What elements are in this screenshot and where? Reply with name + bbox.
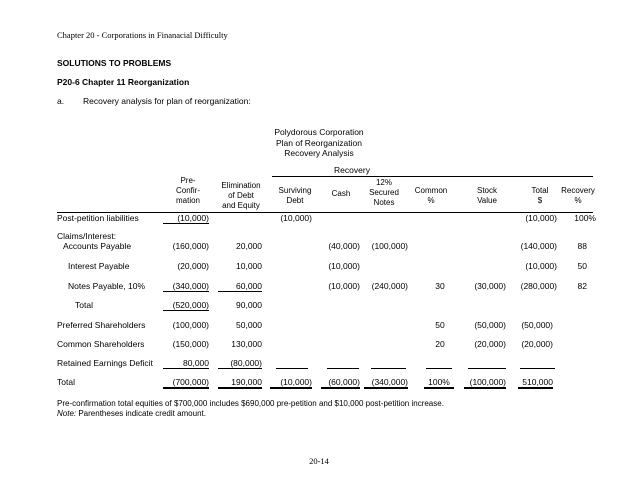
row-label-total-claims: Total (75, 300, 93, 310)
note-parentheses (57, 409, 206, 418)
cell-stock: (30,000) (474, 281, 506, 291)
cell-sec: (100,000) (371, 241, 408, 251)
cell-pre: (10,000) (163, 213, 209, 224)
blank-rule-total (520, 368, 555, 369)
cell-common: 50 (435, 320, 445, 330)
col-recovery-pct: Recovery % (561, 186, 595, 205)
cell-surv: (10,000) (270, 377, 312, 389)
row-label-post-petition: Post-petition liabilities (57, 213, 139, 223)
note-pre-confirmation: Pre-confirmation total equities of $700,000 includes $690,000 pre-petition and $10,000 post-petition increase. (57, 399, 444, 408)
blank-rule-cash (327, 368, 359, 369)
col-total: Total $ (531, 186, 549, 205)
col-elimination: Elimination of Debt and Equity (221, 181, 261, 210)
cell-total: 510,000 (518, 377, 553, 389)
row-label-common: Common Shareholders (57, 339, 145, 349)
note-text: Parentheses indicate credit amount. (76, 409, 206, 418)
cell-total: (280,000) (520, 281, 557, 291)
cell-common: 100% (424, 377, 454, 389)
blank-rule-sec (371, 368, 406, 369)
recovery-group-label: Recovery (334, 165, 370, 175)
cell-stock: (100,000) (464, 377, 506, 389)
cell-rec: 100% (574, 213, 596, 223)
chapter-header: Chapter 20 - Corporations in Finanacial Difficulty (57, 30, 228, 40)
cell-pre: (150,000) (172, 339, 209, 349)
row-label-preferred: Preferred Shareholders (57, 320, 146, 330)
col-pre-confirmation: Pre- Confir- mation (175, 176, 200, 205)
row-label-accounts-payable: Accounts Payable (63, 241, 132, 251)
cell-total: (10,000) (525, 213, 557, 223)
cell-pre: 80,000 (163, 358, 209, 369)
recovery-group-rule (272, 176, 593, 177)
cell-elim: 90,000 (236, 300, 262, 310)
cell-total: (20,000) (521, 339, 553, 349)
col-cash: Cash (331, 189, 351, 198)
cell-elim: 10,000 (236, 261, 262, 271)
cell-pre: (160,000) (172, 241, 209, 251)
row-label-notes-payable: Notes Payable, 10% (68, 281, 146, 291)
cell-sec: (340,000) (364, 377, 408, 389)
cell-cash: (10,000) (328, 281, 360, 291)
cell-pre: (700,000) (163, 377, 209, 389)
cell-cash: (60,000) (321, 377, 360, 389)
cell-pre: (20,000) (177, 261, 209, 271)
cell-pre: (520,000) (163, 300, 209, 311)
plan-title: Plan of Reorganization (275, 137, 362, 148)
row-label-interest-payable: Interest Payable (68, 261, 130, 271)
cell-surv: (10,000) (280, 213, 312, 223)
blank-rule-surv (276, 368, 308, 369)
cell-elim: (80,000) (218, 358, 262, 369)
cell-total: (10,000) (525, 261, 557, 271)
part-description: Recovery analysis for plan of reorganization: (83, 96, 251, 106)
cell-stock: (20,000) (474, 339, 506, 349)
cell-elim: 20,000 (236, 241, 262, 251)
cell-elim: 190,000 (218, 377, 262, 389)
claims-label: Claims/Interest: (57, 231, 117, 241)
cell-cash: (40,000) (328, 241, 360, 251)
col-surviving-debt: Surviving Debt (278, 186, 312, 205)
solutions-title: SOLUTIONS TO PROBLEMS (57, 58, 172, 68)
cell-common: 20 (435, 339, 445, 349)
cell-pre: (340,000) (163, 281, 209, 292)
cell-cash: (10,000) (328, 261, 360, 271)
cell-elim: 60,000 (218, 281, 262, 292)
blank-rule-common (426, 368, 452, 369)
row-label-retained: Retained Earnings Deficit (57, 358, 153, 368)
cell-elim: 130,000 (231, 339, 262, 349)
cell-pre: (100,000) (172, 320, 209, 330)
page-number: 20-14 (309, 456, 329, 466)
cell-stock: (50,000) (474, 320, 506, 330)
part-letter: a. (57, 96, 65, 106)
cell-total: (50,000) (521, 320, 553, 330)
problem-title: P20-6 Chapter 11 Reorganization (57, 77, 190, 87)
company-name: Polydorous Corporation (274, 127, 364, 137)
cell-elim: 50,000 (236, 320, 262, 330)
col-secured-notes: 12% Secured Notes (369, 178, 399, 207)
col-common: Common % (414, 186, 448, 205)
analysis-title: Recovery Analysis (284, 148, 354, 158)
cell-common: 30 (435, 281, 445, 291)
cell-total: (140,000) (520, 241, 557, 251)
note-label: Note: (57, 409, 77, 418)
cell-rec: 82 (577, 281, 587, 291)
row-label-grand-total: Total (57, 377, 75, 387)
cell-rec: 88 (577, 241, 587, 251)
cell-rec: 50 (577, 261, 587, 271)
cell-sec: (240,000) (371, 281, 408, 291)
col-stock-value: Stock Value (476, 186, 497, 205)
blank-rule-stock (468, 368, 506, 369)
